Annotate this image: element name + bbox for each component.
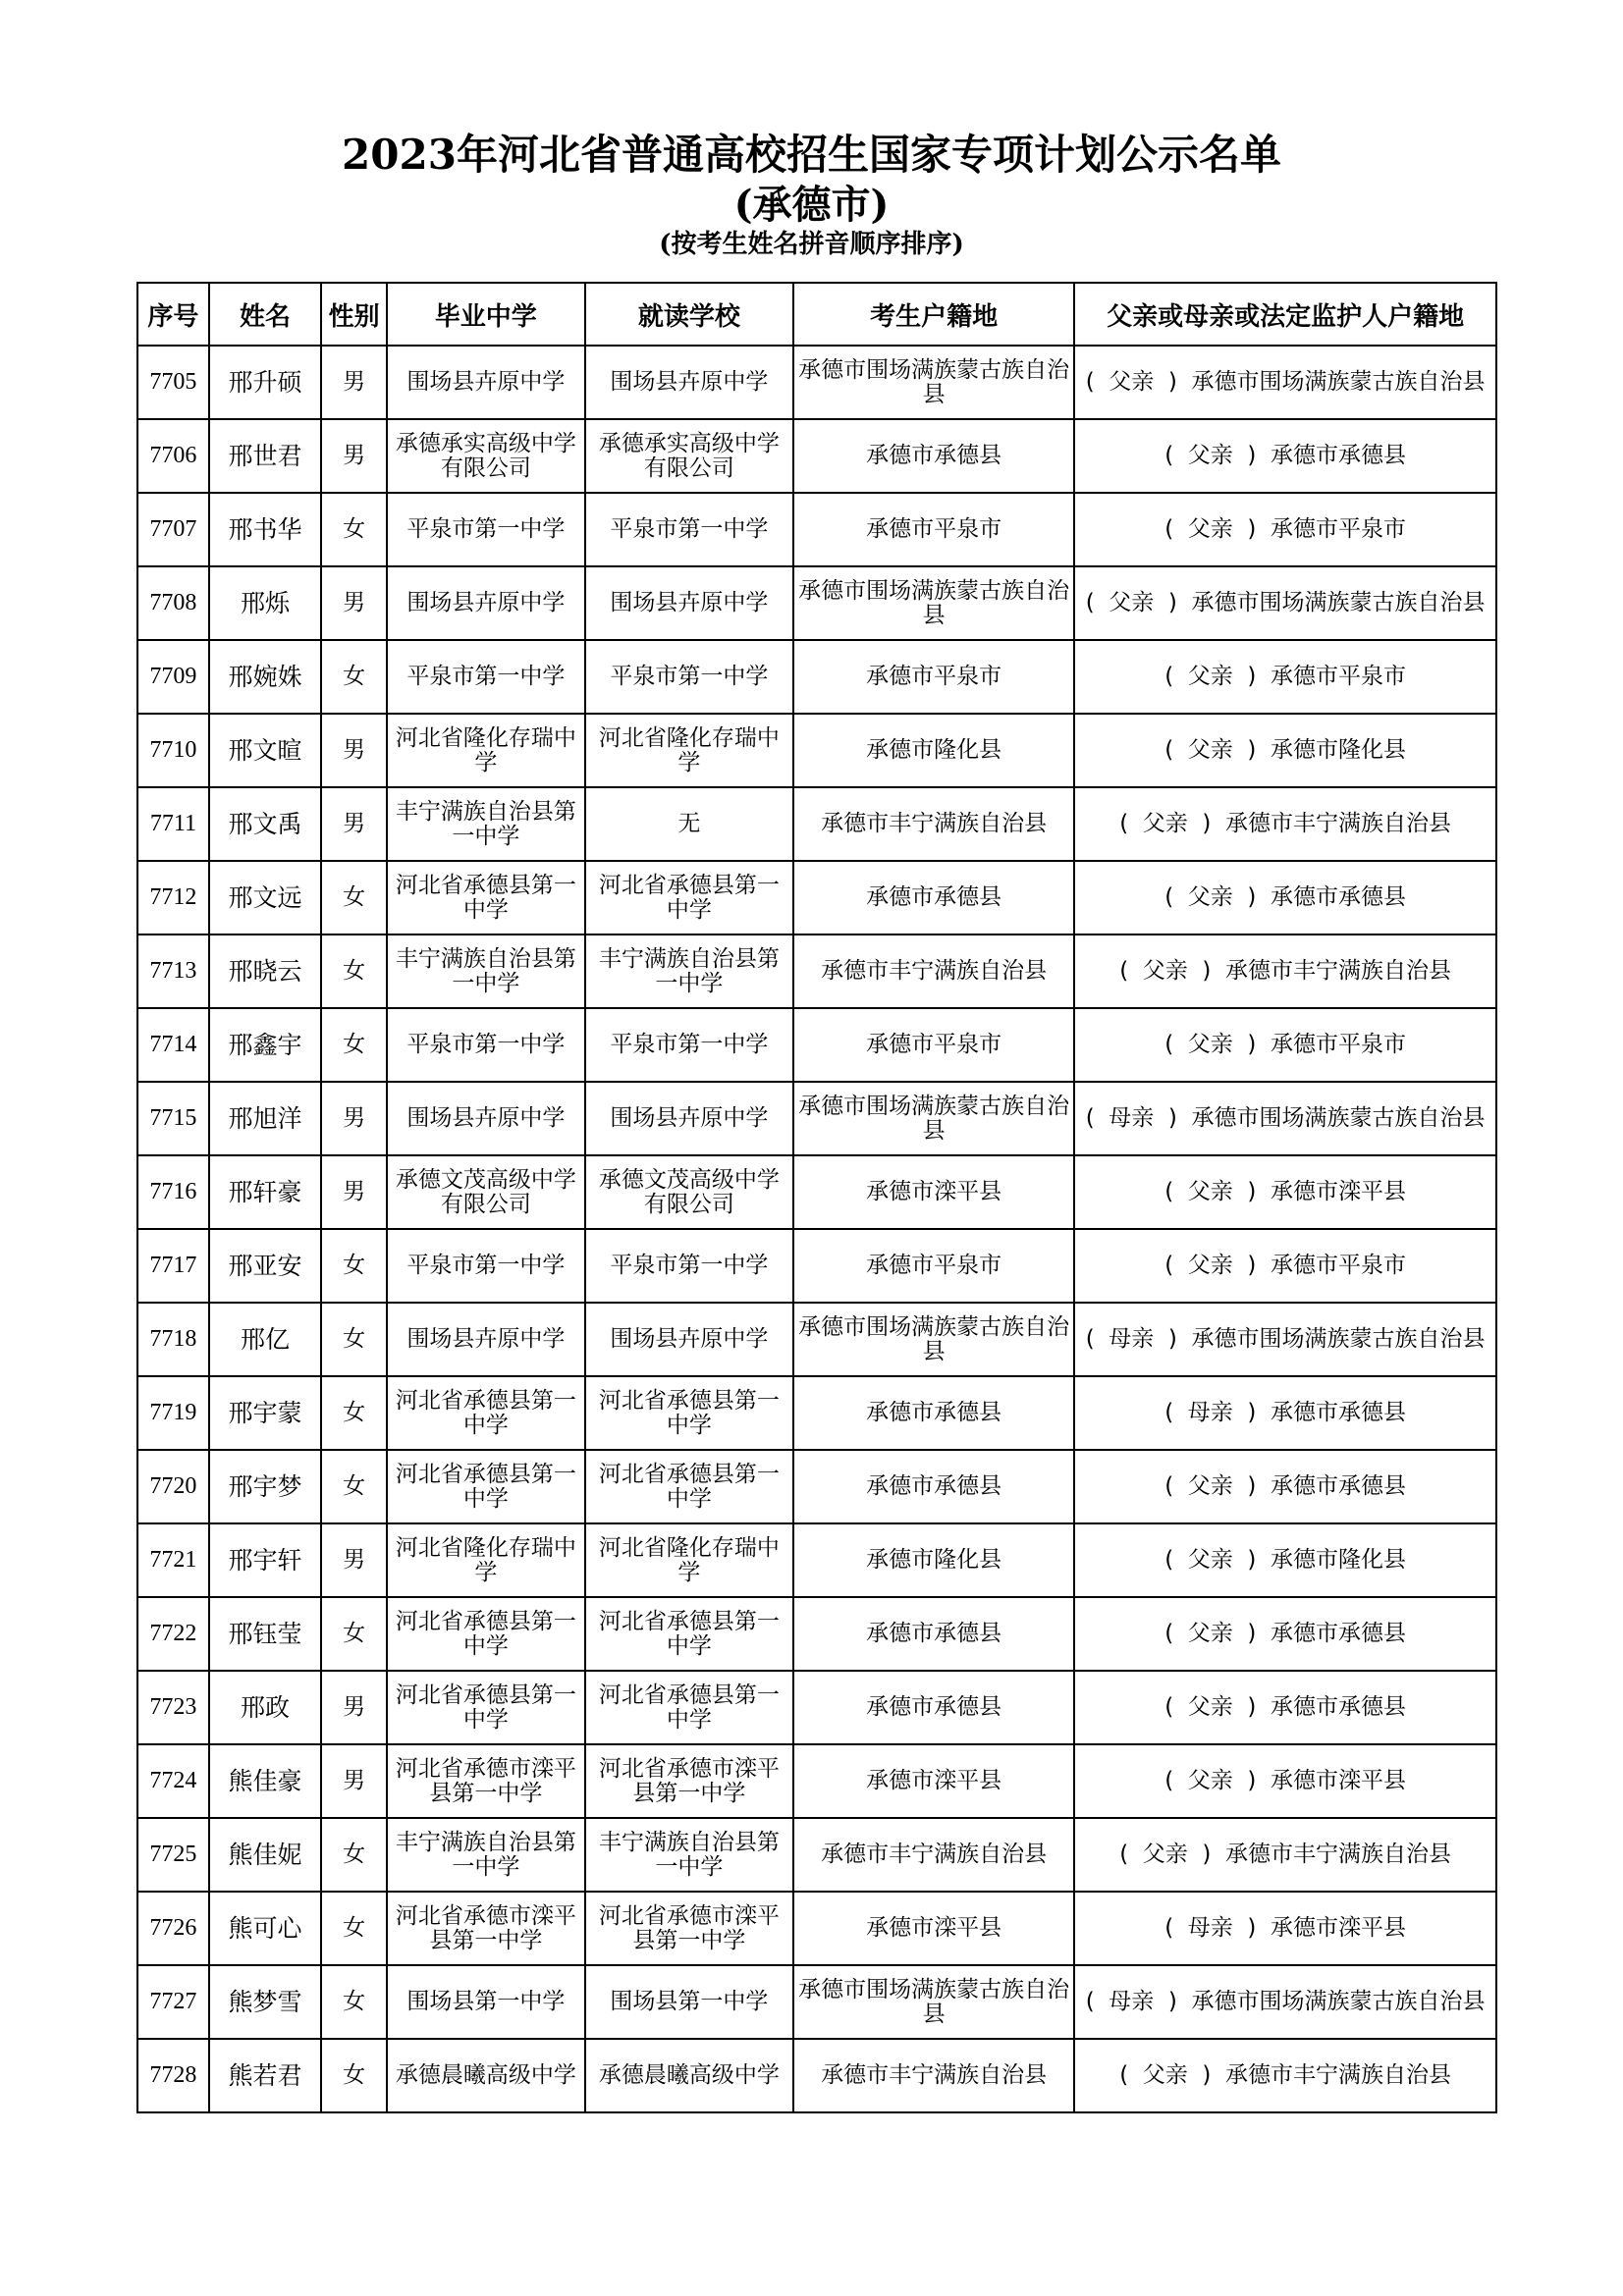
cell-household: 承德市承德县 <box>793 419 1074 493</box>
cell-household: 承德市围场满族蒙古族自治县 <box>793 346 1074 419</box>
cell-graduation-school: 围场县卉原中学 <box>387 1303 585 1376</box>
cell-guardian-household: ( 母亲 ) 承德市围场满族蒙古族自治县 <box>1074 1303 1496 1376</box>
cell-current-school: 围场县卉原中学 <box>585 1082 793 1155</box>
cell-household: 承德市围场满族蒙古族自治县 <box>793 1303 1074 1376</box>
header-cell-index: 序号 <box>137 283 209 346</box>
cell-guardian-household: ( 父亲 ) 承德市平泉市 <box>1074 640 1496 714</box>
cell-gender: 女 <box>321 1303 387 1376</box>
cell-household: 承德市平泉市 <box>793 1229 1074 1303</box>
cell-household: 承德市承德县 <box>793 861 1074 934</box>
cell-current-school: 河北省承德市滦平县第一中学 <box>585 1744 793 1818</box>
cell-graduation-school: 承德文茂高级中学有限公司 <box>387 1155 585 1229</box>
cell-current-school: 平泉市第一中学 <box>585 640 793 714</box>
table-row <box>137 493 1496 566</box>
table-row <box>137 1303 1496 1376</box>
cell-household: 承德市丰宁满族自治县 <box>793 2039 1074 2112</box>
table-row <box>137 1965 1496 2039</box>
cell-index: 7715 <box>137 1082 209 1155</box>
cell-guardian-household: ( 父亲 ) 承德市承德县 <box>1074 1671 1496 1744</box>
cell-name: 熊佳妮 <box>209 1818 321 1892</box>
cell-gender: 女 <box>321 2039 387 2112</box>
cell-name: 邢文暄 <box>209 714 321 787</box>
cell-graduation-school: 承德承实高级中学有限公司 <box>387 419 585 493</box>
cell-name: 熊可心 <box>209 1892 321 1965</box>
sort-note: (按考生姓名拼音顺序排序) <box>659 230 964 259</box>
cell-index: 7710 <box>137 714 209 787</box>
cell-name: 邢烁 <box>209 566 321 640</box>
cell-graduation-school: 平泉市第一中学 <box>387 1229 585 1303</box>
cell-guardian-household: ( 母亲 ) 承德市承德县 <box>1074 1376 1496 1450</box>
table-row <box>137 1818 1496 1892</box>
cell-current-school: 平泉市第一中学 <box>585 493 793 566</box>
cell-name: 邢世君 <box>209 419 321 493</box>
cell-index: 7725 <box>137 1818 209 1892</box>
cell-graduation-school: 河北省隆化存瑞中学 <box>387 1523 585 1597</box>
cell-guardian-household: ( 父亲 ) 承德市平泉市 <box>1074 1229 1496 1303</box>
cell-current-school: 平泉市第一中学 <box>585 1229 793 1303</box>
cell-index: 7716 <box>137 1155 209 1229</box>
cell-index: 7718 <box>137 1303 209 1376</box>
cell-guardian-household: ( 父亲 ) 承德市丰宁满族自治县 <box>1074 934 1496 1008</box>
cell-current-school: 河北省承德县第一中学 <box>585 1376 793 1450</box>
cell-graduation-school: 丰宁满族自治县第一中学 <box>387 787 585 861</box>
cell-index: 7706 <box>137 419 209 493</box>
cell-index: 7717 <box>137 1229 209 1303</box>
cell-graduation-school: 河北省承德县第一中学 <box>387 861 585 934</box>
cell-guardian-household: ( 母亲 ) 承德市围场满族蒙古族自治县 <box>1074 1082 1496 1155</box>
cell-graduation-school: 河北省承德县第一中学 <box>387 1671 585 1744</box>
cell-guardian-household: ( 父亲 ) 承德市丰宁满族自治县 <box>1074 1818 1496 1892</box>
cell-gender: 女 <box>321 493 387 566</box>
cell-gender: 男 <box>321 1523 387 1597</box>
cell-gender: 男 <box>321 1671 387 1744</box>
cell-guardian-household: ( 父亲 ) 承德市承德县 <box>1074 1450 1496 1523</box>
cell-current-school: 承德晨曦高级中学 <box>585 2039 793 2112</box>
cell-guardian-household: ( 父亲 ) 承德市承德县 <box>1074 419 1496 493</box>
cell-gender: 女 <box>321 934 387 1008</box>
cell-index: 7726 <box>137 1892 209 1965</box>
table-row <box>137 1450 1496 1523</box>
table-row <box>137 714 1496 787</box>
cell-name: 邢旭洋 <box>209 1082 321 1155</box>
table-row <box>137 934 1496 1008</box>
table-row <box>137 2039 1496 2112</box>
cell-guardian-household: ( 父亲 ) 承德市丰宁满族自治县 <box>1074 2039 1496 2112</box>
cell-gender: 女 <box>321 1965 387 2039</box>
cell-gender: 男 <box>321 566 387 640</box>
cell-graduation-school: 河北省隆化存瑞中学 <box>387 714 585 787</box>
cell-current-school: 承德承实高级中学有限公司 <box>585 419 793 493</box>
cell-index: 7724 <box>137 1744 209 1818</box>
cell-name: 邢鑫宇 <box>209 1008 321 1082</box>
cell-index: 7719 <box>137 1376 209 1450</box>
cell-graduation-school: 围场县卉原中学 <box>387 346 585 419</box>
table-header-row <box>137 283 1496 346</box>
cell-name: 邢升硕 <box>209 346 321 419</box>
cell-name: 熊梦雪 <box>209 1965 321 2039</box>
cell-index: 7709 <box>137 640 209 714</box>
cell-name: 邢亚安 <box>209 1229 321 1303</box>
cell-current-school: 围场县卉原中学 <box>585 1303 793 1376</box>
cell-gender: 男 <box>321 787 387 861</box>
cell-guardian-household: ( 父亲 ) 承德市平泉市 <box>1074 1008 1496 1082</box>
table-row <box>137 1671 1496 1744</box>
header-cell-gender: 性别 <box>321 283 387 346</box>
cell-name: 熊佳豪 <box>209 1744 321 1818</box>
cell-name: 邢政 <box>209 1671 321 1744</box>
cell-gender: 女 <box>321 1450 387 1523</box>
cell-index: 7723 <box>137 1671 209 1744</box>
cell-guardian-household: ( 母亲 ) 承德市滦平县 <box>1074 1892 1496 1965</box>
cell-graduation-school: 平泉市第一中学 <box>387 640 585 714</box>
cell-current-school: 无 <box>585 787 793 861</box>
document-title: 2023年河北省普通高校招生国家专项计划公示名单 <box>342 131 1281 179</box>
cell-household: 承德市平泉市 <box>793 493 1074 566</box>
header-cell-guardian-household: 父亲或母亲或法定监护人户籍地 <box>1074 283 1496 346</box>
cell-gender: 男 <box>321 1155 387 1229</box>
cell-gender: 女 <box>321 1597 387 1671</box>
table-row <box>137 640 1496 714</box>
cell-current-school: 丰宁满族自治县第一中学 <box>585 934 793 1008</box>
cell-index: 7720 <box>137 1450 209 1523</box>
cell-household: 承德市滦平县 <box>793 1892 1074 1965</box>
cell-name: 邢亿 <box>209 1303 321 1376</box>
cell-index: 7705 <box>137 346 209 419</box>
roster-table <box>136 282 1497 2113</box>
cell-name: 熊若君 <box>209 2039 321 2112</box>
cell-name: 邢晓云 <box>209 934 321 1008</box>
cell-household: 承德市隆化县 <box>793 1523 1074 1597</box>
cell-current-school: 平泉市第一中学 <box>585 1008 793 1082</box>
cell-name: 邢钰莹 <box>209 1597 321 1671</box>
cell-household: 承德市丰宁满族自治县 <box>793 1818 1074 1892</box>
cell-current-school: 河北省隆化存瑞中学 <box>585 714 793 787</box>
cell-household: 承德市平泉市 <box>793 640 1074 714</box>
cell-index: 7708 <box>137 566 209 640</box>
cell-gender: 女 <box>321 861 387 934</box>
table-row <box>137 1892 1496 1965</box>
cell-gender: 男 <box>321 419 387 493</box>
header-cell-household: 考生户籍地 <box>793 283 1074 346</box>
cell-index: 7711 <box>137 787 209 861</box>
cell-current-school: 承德文茂高级中学有限公司 <box>585 1155 793 1229</box>
cell-name: 邢宇蒙 <box>209 1376 321 1450</box>
table-row <box>137 1744 1496 1818</box>
cell-household: 承德市围场满族蒙古族自治县 <box>793 1082 1074 1155</box>
cell-index: 7727 <box>137 1965 209 2039</box>
cell-name: 邢婉姝 <box>209 640 321 714</box>
cell-household: 承德市滦平县 <box>793 1155 1074 1229</box>
cell-gender: 女 <box>321 1376 387 1450</box>
cell-current-school: 围场县卉原中学 <box>585 566 793 640</box>
cell-guardian-household: ( 父亲 ) 承德市丰宁满族自治县 <box>1074 787 1496 861</box>
cell-graduation-school: 承德晨曦高级中学 <box>387 2039 585 2112</box>
cell-guardian-household: ( 父亲 ) 承德市滦平县 <box>1074 1744 1496 1818</box>
cell-index: 7722 <box>137 1597 209 1671</box>
table-row <box>137 419 1496 493</box>
table-row <box>137 1008 1496 1082</box>
cell-index: 7712 <box>137 861 209 934</box>
cell-current-school: 河北省隆化存瑞中学 <box>585 1523 793 1597</box>
cell-graduation-school: 平泉市第一中学 <box>387 1008 585 1082</box>
cell-graduation-school: 河北省承德县第一中学 <box>387 1376 585 1450</box>
header-cell-graduation-school: 毕业中学 <box>387 283 585 346</box>
cell-household: 承德市承德县 <box>793 1376 1074 1450</box>
cell-guardian-household: ( 父亲 ) 承德市承德县 <box>1074 861 1496 934</box>
cell-guardian-household: ( 父亲 ) 承德市围场满族蒙古族自治县 <box>1074 566 1496 640</box>
cell-name: 邢宇轩 <box>209 1523 321 1597</box>
cell-guardian-household: ( 父亲 ) 承德市隆化县 <box>1074 714 1496 787</box>
cell-graduation-school: 河北省承德县第一中学 <box>387 1597 585 1671</box>
cell-graduation-school: 围场县卉原中学 <box>387 566 585 640</box>
cell-graduation-school: 河北省承德市滦平县第一中学 <box>387 1892 585 1965</box>
cell-gender: 男 <box>321 714 387 787</box>
table-row <box>137 1155 1496 1229</box>
cell-household: 承德市承德县 <box>793 1671 1074 1744</box>
table-row <box>137 1229 1496 1303</box>
cell-household: 承德市平泉市 <box>793 1008 1074 1082</box>
cell-name: 邢文远 <box>209 861 321 934</box>
table-row <box>137 1597 1496 1671</box>
cell-household: 承德市围场满族蒙古族自治县 <box>793 566 1074 640</box>
cell-current-school: 河北省承德县第一中学 <box>585 1597 793 1671</box>
cell-household: 承德市承德县 <box>793 1450 1074 1523</box>
cell-name: 邢书华 <box>209 493 321 566</box>
cell-name: 邢宇梦 <box>209 1450 321 1523</box>
cell-guardian-household: ( 父亲 ) 承德市隆化县 <box>1074 1523 1496 1597</box>
cell-graduation-school: 围场县卉原中学 <box>387 1082 585 1155</box>
cell-guardian-household: ( 父亲 ) 承德市围场满族蒙古族自治县 <box>1074 346 1496 419</box>
cell-index: 7707 <box>137 493 209 566</box>
cell-graduation-school: 丰宁满族自治县第一中学 <box>387 934 585 1008</box>
cell-guardian-household: ( 父亲 ) 承德市平泉市 <box>1074 493 1496 566</box>
cell-guardian-household: ( 父亲 ) 承德市承德县 <box>1074 1597 1496 1671</box>
table-row <box>137 566 1496 640</box>
cell-guardian-household: ( 父亲 ) 承德市滦平县 <box>1074 1155 1496 1229</box>
cell-index: 7714 <box>137 1008 209 1082</box>
cell-graduation-school: 平泉市第一中学 <box>387 493 585 566</box>
cell-graduation-school: 河北省承德市滦平县第一中学 <box>387 1744 585 1818</box>
cell-gender: 男 <box>321 346 387 419</box>
cell-household: 承德市丰宁满族自治县 <box>793 787 1074 861</box>
table-row <box>137 787 1496 861</box>
table-row <box>137 1523 1496 1597</box>
table-row <box>137 1376 1496 1450</box>
document-subtitle: (承德市) <box>733 182 890 228</box>
cell-gender: 女 <box>321 1818 387 1892</box>
cell-gender: 女 <box>321 1229 387 1303</box>
cell-index: 7728 <box>137 2039 209 2112</box>
cell-household: 承德市丰宁满族自治县 <box>793 934 1074 1008</box>
header-cell-current-school: 就读学校 <box>585 283 793 346</box>
cell-current-school: 河北省承德市滦平县第一中学 <box>585 1892 793 1965</box>
cell-current-school: 围场县第一中学 <box>585 1965 793 2039</box>
cell-current-school: 河北省承德县第一中学 <box>585 861 793 934</box>
cell-household: 承德市围场满族蒙古族自治县 <box>793 1965 1074 2039</box>
cell-gender: 女 <box>321 1892 387 1965</box>
cell-index: 7721 <box>137 1523 209 1597</box>
table-row <box>137 861 1496 934</box>
cell-gender: 男 <box>321 1744 387 1818</box>
cell-index: 7713 <box>137 934 209 1008</box>
table-row <box>137 1082 1496 1155</box>
cell-gender: 女 <box>321 640 387 714</box>
cell-current-school: 河北省承德县第一中学 <box>585 1450 793 1523</box>
cell-name: 邢轩豪 <box>209 1155 321 1229</box>
table-row <box>137 346 1496 419</box>
cell-household: 承德市隆化县 <box>793 714 1074 787</box>
cell-current-school: 河北省承德县第一中学 <box>585 1671 793 1744</box>
cell-graduation-school: 围场县第一中学 <box>387 1965 585 2039</box>
cell-graduation-school: 丰宁满族自治县第一中学 <box>387 1818 585 1892</box>
cell-gender: 男 <box>321 1082 387 1155</box>
header-cell-name: 姓名 <box>209 283 321 346</box>
cell-name: 邢文禹 <box>209 787 321 861</box>
cell-gender: 女 <box>321 1008 387 1082</box>
cell-household: 承德市承德县 <box>793 1597 1074 1671</box>
cell-guardian-household: ( 母亲 ) 承德市围场满族蒙古族自治县 <box>1074 1965 1496 2039</box>
cell-current-school: 围场县卉原中学 <box>585 346 793 419</box>
cell-household: 承德市滦平县 <box>793 1744 1074 1818</box>
cell-graduation-school: 河北省承德县第一中学 <box>387 1450 585 1523</box>
cell-current-school: 丰宁满族自治县第一中学 <box>585 1818 793 1892</box>
